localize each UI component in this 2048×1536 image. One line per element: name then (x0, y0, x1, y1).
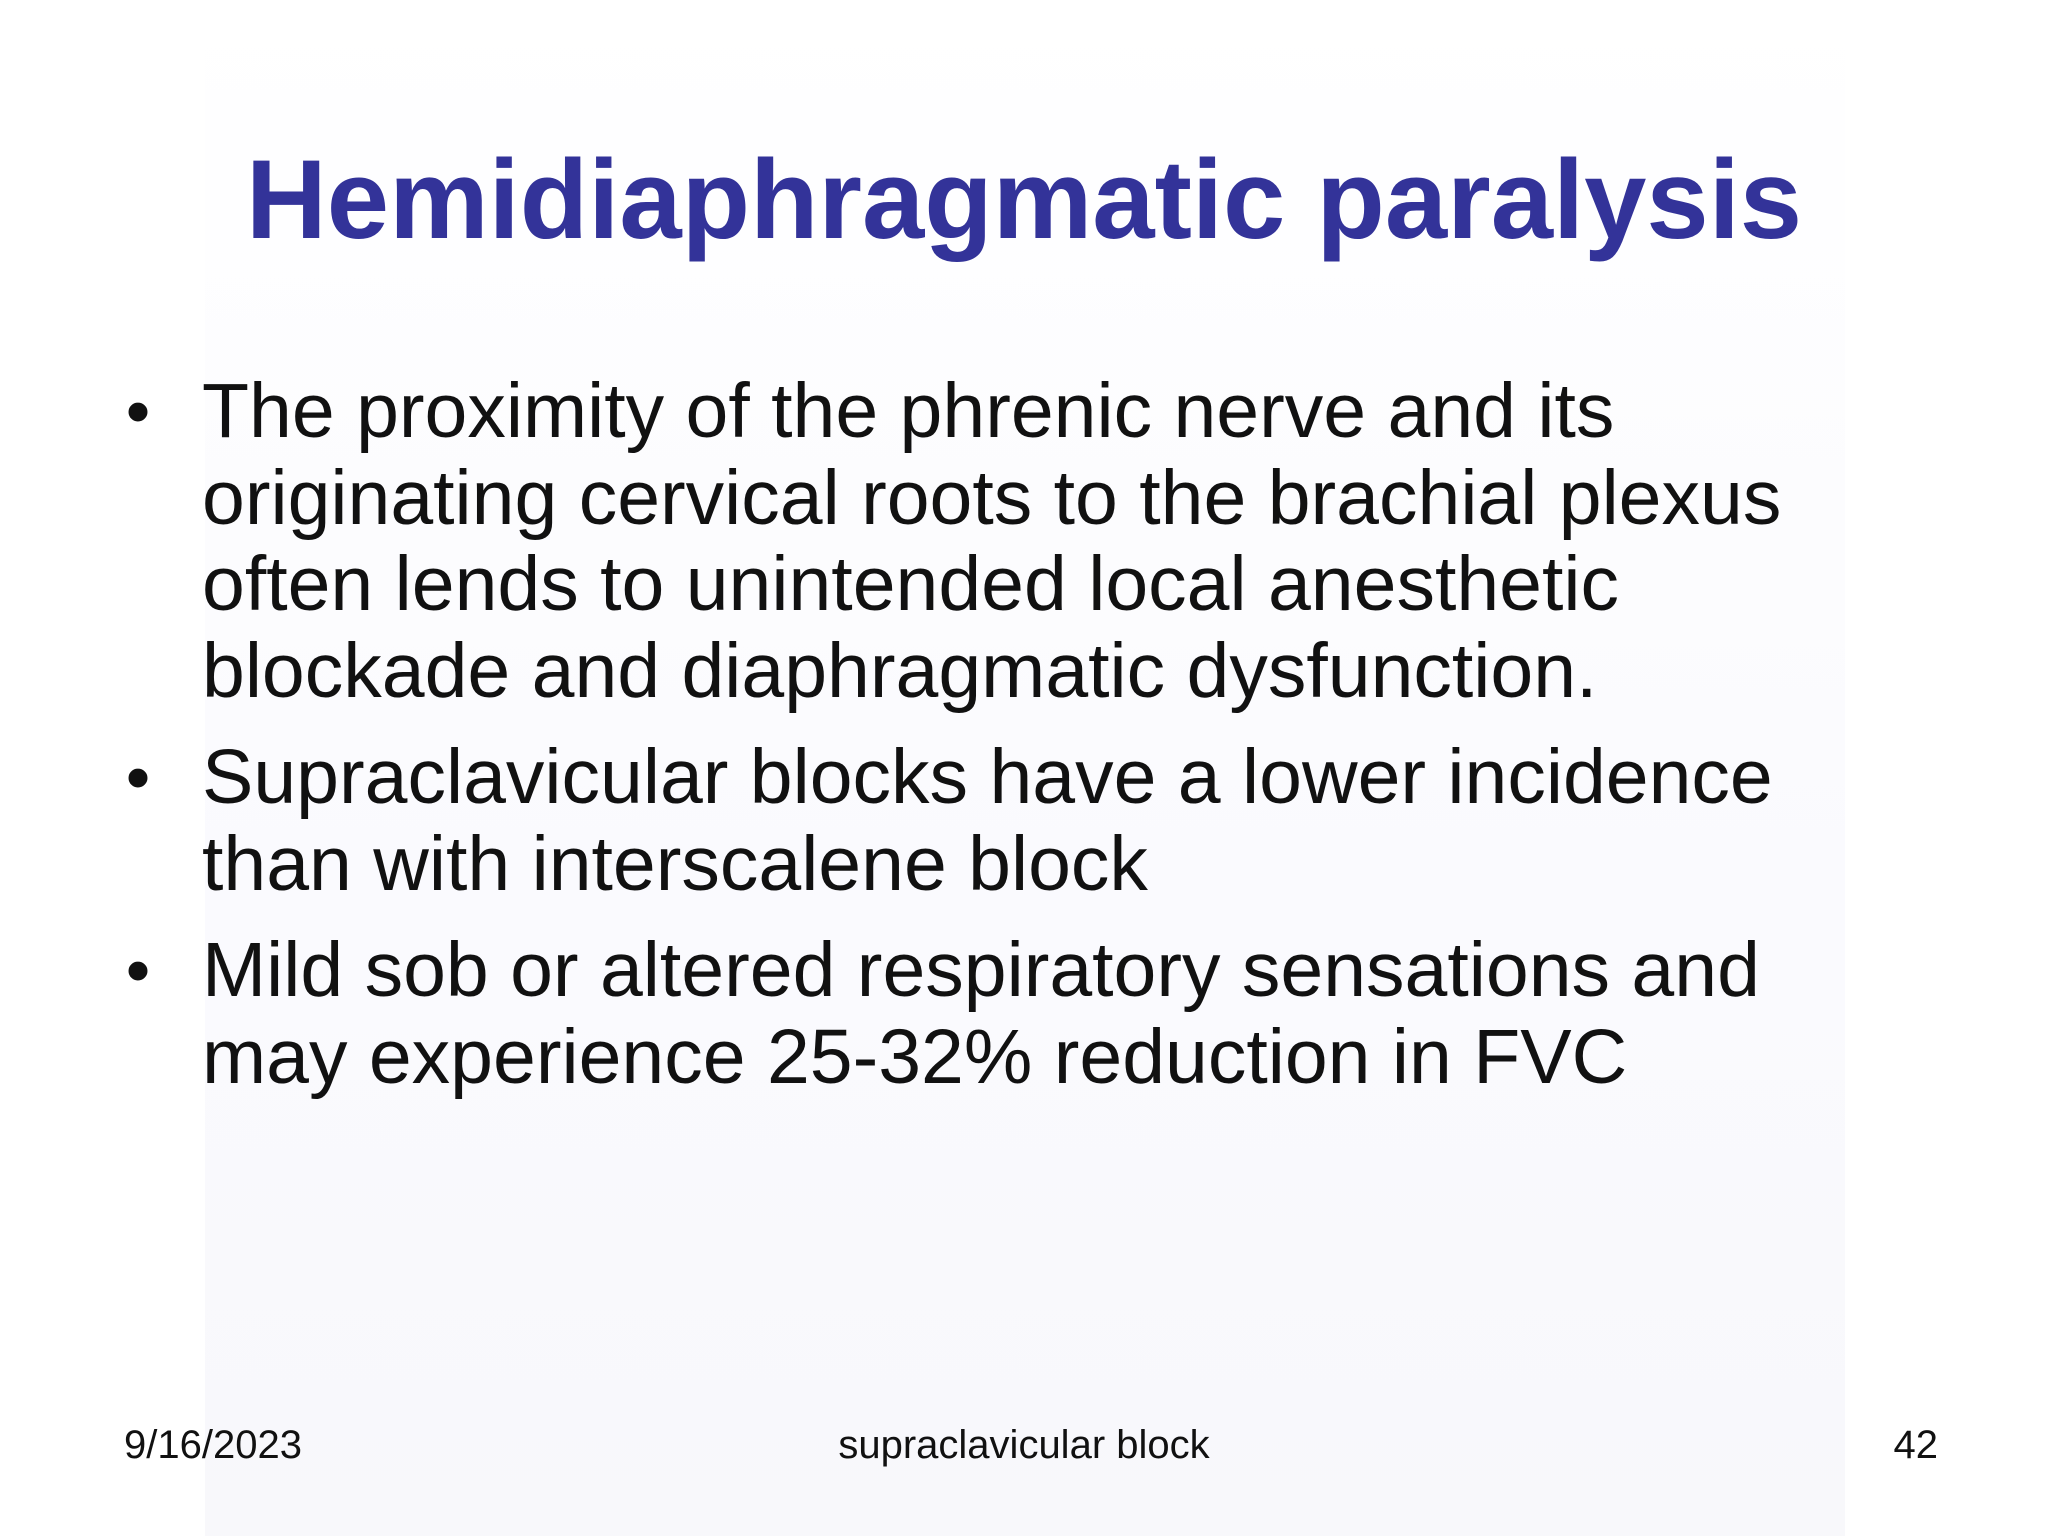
footer-date: 9/16/2023 (124, 1423, 302, 1467)
slide-number: 42 (1893, 1423, 1938, 1467)
bullet-item (118, 368, 1878, 714)
bullet-dot-icon: • (125, 738, 151, 816)
bullet-item (118, 927, 1878, 1100)
bullet-dot-icon: • (125, 372, 151, 450)
bullet-list (118, 368, 1878, 1120)
slide-title: Hemidiaphragmatic paralysis (245, 137, 1803, 262)
footer-title: supraclavicular block (838, 1423, 1210, 1467)
bullet-item (118, 734, 1878, 907)
bullet-dot-icon: • (125, 931, 151, 1009)
bullet-text: The proximity of the phrenic nerve and its originating cervical roots to the brachial plexus often lends to unintended local anesthetic blockade and diaphragmatic dysfunction. (202, 368, 1782, 714)
bullet-text: Supraclavicular blocks have a lower incidence than with interscalene block (202, 734, 1773, 907)
bullet-text: Mild sob or altered respiratory sensations and may experience 25-32% reduction in FVC (202, 927, 1760, 1100)
